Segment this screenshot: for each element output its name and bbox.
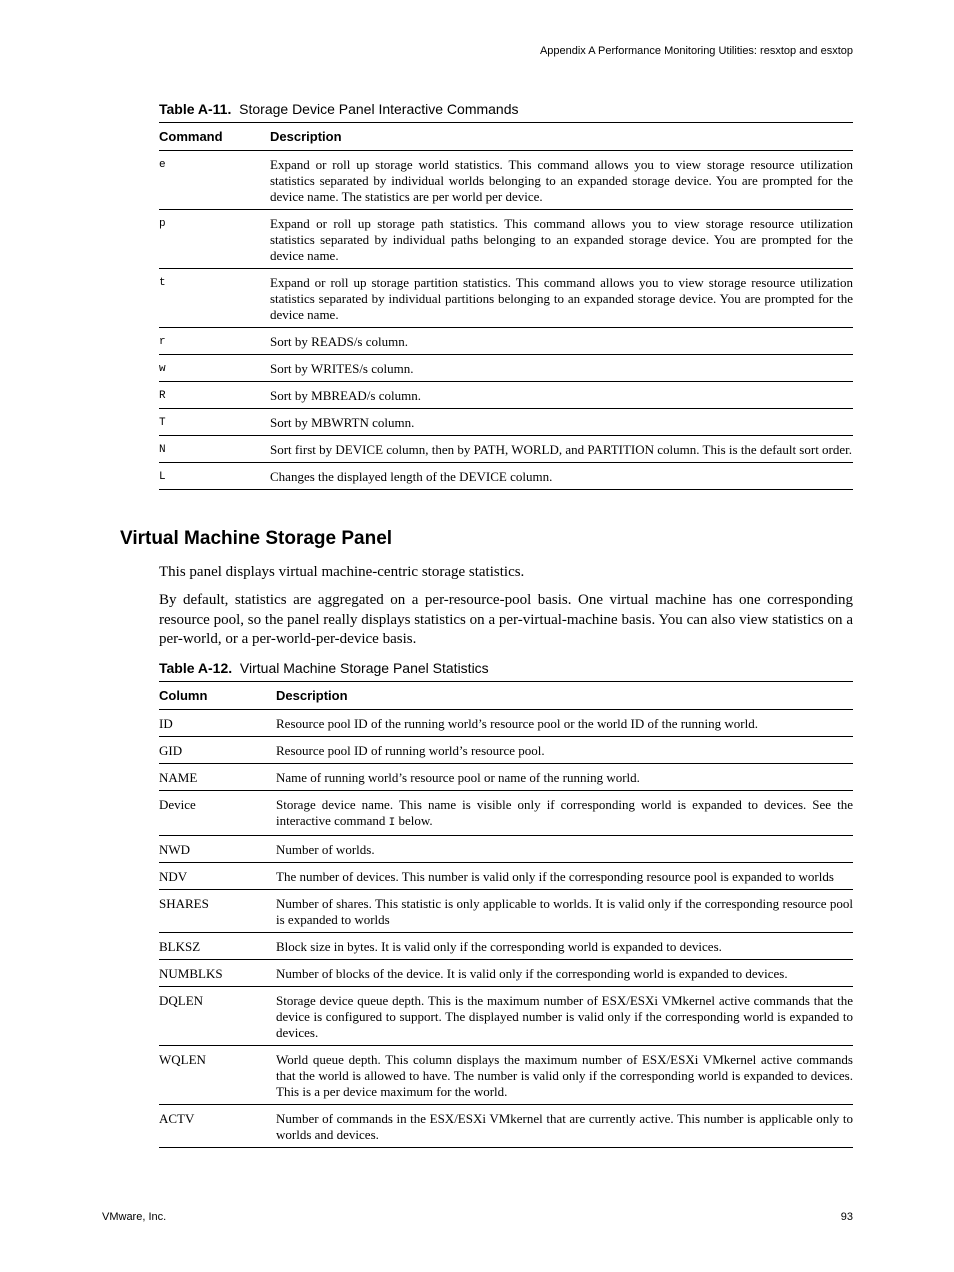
table-row: [159, 764, 853, 791]
column-header-column: Column: [159, 682, 276, 710]
description-cell: Sort by READS/s column.: [270, 328, 853, 355]
description-cell: Block size in bytes. It is valid only if the corresponding world is expanded to devices.: [276, 933, 853, 960]
body-paragraph: By default, statistics are aggregated on a per-resource-pool basis. One virtual machine has one corresponding resource pool, so the panel really displays statistics on a per-virtual-machine basis. You can also view statistics on a per-world, or a per-world-per-device basis.: [159, 592, 853, 647]
column-name-cell: SHARES: [159, 890, 276, 933]
description-cell: World queue depth. This column displays the maximum number of ESX/ESXi VMkernel active commands that the world is allowed to have. The number is valid only if the corresponding world is expanded to devices. This is a per device maximum for the world.: [276, 1046, 853, 1105]
description-cell: Resource pool ID of the running world’s resource pool or the world ID of the running world.: [276, 710, 853, 737]
description-cell: Storage device queue depth. This is the maximum number of ESX/ESXi VMkernel active commands that the device is configured to support. The displayed number is valid only if the corresponding world is expanded to devices.: [276, 987, 853, 1046]
command-cell: L: [159, 463, 270, 490]
table-a12-caption: [159, 660, 489, 676]
description-cell: Number of worlds.: [276, 836, 853, 863]
description-text-after: below.: [395, 813, 433, 828]
storage-device-commands-table: [159, 122, 853, 490]
column-name-cell: BLKSZ: [159, 933, 276, 960]
table-row: [159, 463, 853, 490]
description-cell: Resource pool ID of running world’s resource pool.: [276, 737, 853, 764]
description-cell: The number of devices. This number is valid only if the corresponding resource pool is expanded to worlds: [276, 863, 853, 890]
description-cell: Sort first by DEVICE column, then by PATH, WORLD, and PARTITION column. This is the default sort order.: [270, 436, 853, 463]
footer-company: VMware, Inc.: [102, 1211, 167, 1223]
command-cell: p: [159, 210, 270, 269]
description-cell: Number of blocks of the device. It is valid only if the corresponding world is expanded to devices.: [276, 960, 853, 987]
table-header-row: [159, 123, 853, 151]
description-cell: Sort by MBWRTN column.: [270, 409, 853, 436]
column-name-cell: GID: [159, 737, 276, 764]
column-name-cell: ID: [159, 710, 276, 737]
description-cell: Name of running world’s resource pool or name of the running world.: [276, 764, 853, 791]
description-cell: Expand or roll up storage path statistics. This command allows you to view storage resource utilization statistics separated by individual paths belonging to an expanded storage device. You are prompted for the device name.: [270, 210, 853, 269]
description-cell: Sort by MBREAD/s column.: [270, 382, 853, 409]
table-a12-title: Virtual Machine Storage Panel Statistics: [239, 660, 489, 676]
command-cell: R: [159, 382, 270, 409]
table-row: [159, 890, 853, 933]
table-row: [159, 1105, 853, 1148]
table-row: [159, 987, 853, 1046]
table-a11-number: Table A-11.: [159, 101, 232, 117]
table-row: [159, 710, 853, 737]
table-row: [159, 863, 853, 890]
table-a12-number: Table A-12.: [159, 660, 233, 676]
table-a11-caption: [159, 101, 519, 117]
running-header: Appendix A Performance Monitoring Utilities: resxtop and esxtop: [539, 45, 853, 57]
page-number: 93: [840, 1211, 853, 1223]
description-cell: Expand or roll up storage partition statistics. This command allows you to view storage resource utilization statistics separated by individual partitions belonging to an expanded storage device. You are prompted for the device name.: [270, 269, 853, 328]
column-name-cell: Device: [159, 791, 276, 836]
column-name-cell: DQLEN: [159, 987, 276, 1046]
column-name-cell: NWD: [159, 836, 276, 863]
table-row: [159, 1046, 853, 1105]
command-cell: w: [159, 355, 270, 382]
table-header-row: [159, 682, 853, 710]
column-name-cell: ACTV: [159, 1105, 276, 1148]
description-cell: [276, 791, 853, 836]
table-a11-title: Storage Device Panel Interactive Commands: [239, 101, 519, 117]
description-cell: Changes the displayed length of the DEVICE column.: [270, 463, 853, 490]
column-header-command: Command: [159, 123, 270, 151]
section-heading: Virtual Machine Storage Panel: [120, 528, 393, 549]
table-row: [159, 791, 853, 836]
column-name-cell: WQLEN: [159, 1046, 276, 1105]
column-name-cell: NUMBLKS: [159, 960, 276, 987]
intro-paragraph: This panel displays virtual machine-centric storage statistics.: [159, 564, 525, 580]
command-cell: T: [159, 409, 270, 436]
table-row: [159, 328, 853, 355]
inline-command: I: [388, 817, 396, 829]
command-cell: N: [159, 436, 270, 463]
description-cell: Sort by WRITES/s column.: [270, 355, 853, 382]
command-cell: e: [159, 151, 270, 210]
description-cell: Number of commands in the ESX/ESXi VMkernel that are currently active. This number is applicable only to worlds and devices.: [276, 1105, 853, 1148]
vm-storage-statistics-table: [159, 681, 853, 1148]
column-name-cell: NDV: [159, 863, 276, 890]
column-header-description: Description: [276, 682, 853, 710]
description-cell: Number of shares. This statistic is only applicable to worlds. It is valid only if the corresponding resource pool is expanded to worlds: [276, 890, 853, 933]
command-cell: t: [159, 269, 270, 328]
description-text: Storage device name. This name is visible only if corresponding world is expanded to devices. See the interactive command: [276, 797, 853, 828]
table-row: [159, 382, 853, 409]
table-row: [159, 269, 853, 328]
command-cell: r: [159, 328, 270, 355]
column-name-cell: NAME: [159, 764, 276, 791]
table-row: [159, 933, 853, 960]
table-row: [159, 355, 853, 382]
table-row: [159, 737, 853, 764]
table-row: [159, 151, 853, 210]
table-row: [159, 836, 853, 863]
column-header-description: Description: [270, 123, 853, 151]
table-row: [159, 210, 853, 269]
table-row: [159, 960, 853, 987]
description-cell: Expand or roll up storage world statistics. This command allows you to view storage resource utilization statistics separated by individual worlds belonging to an expanded storage device. You are prompted for the device name. The statistics are per world per device.: [270, 151, 853, 210]
table-row: [159, 436, 853, 463]
table-row: [159, 409, 853, 436]
